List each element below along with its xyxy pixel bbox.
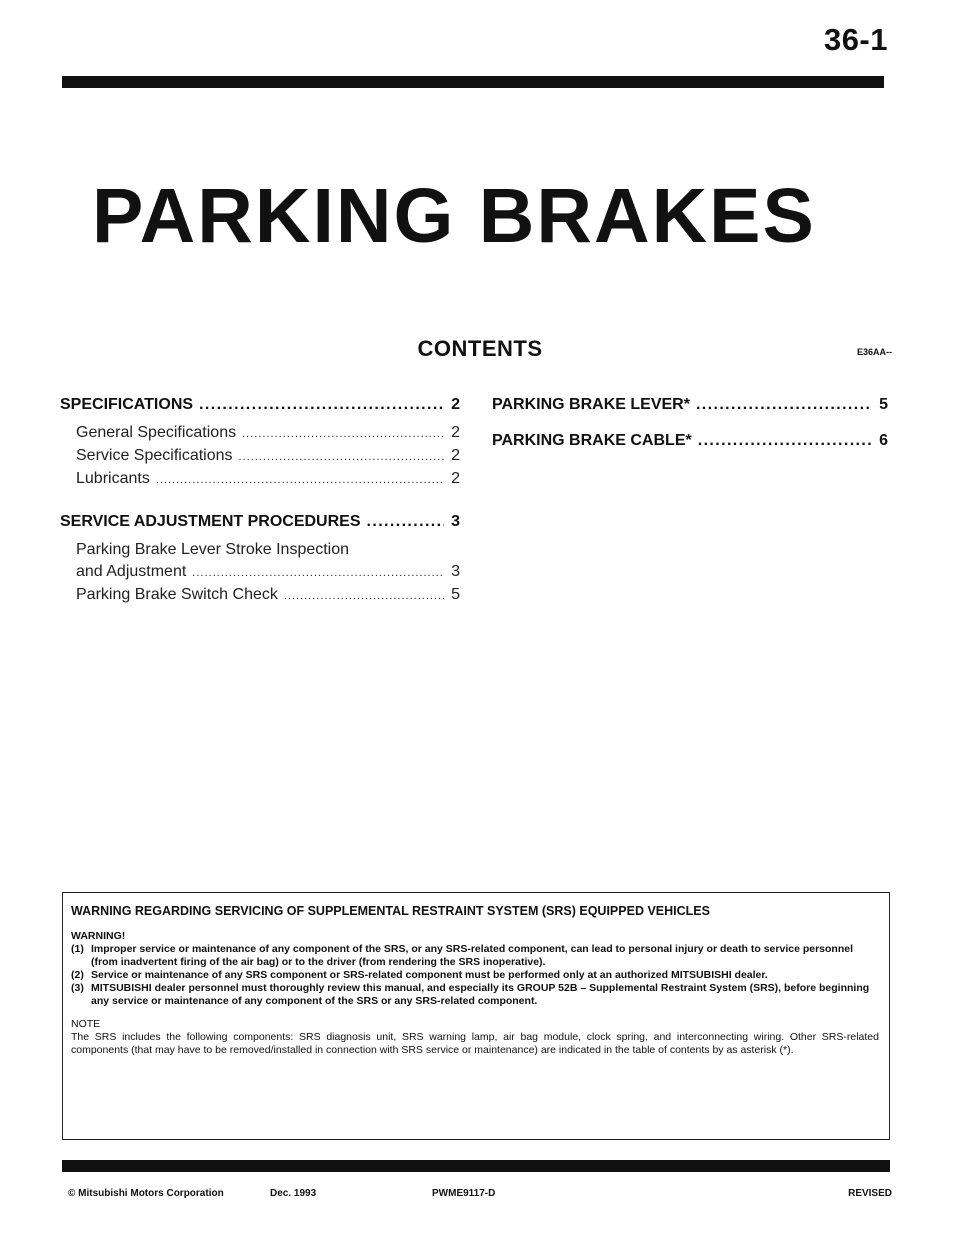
toc-entry-label: General Specifications	[76, 424, 237, 441]
toc-entry-label: SERVICE ADJUSTMENT PROCEDURES	[60, 513, 361, 530]
toc-entry-brake-cable[interactable]	[492, 430, 888, 452]
note-label: NOTE	[71, 1018, 101, 1030]
toc-entry-label: Service Specifications	[76, 447, 233, 464]
toc-entry-label: Parking Brake Switch Check	[76, 586, 278, 603]
leader-dots	[199, 394, 444, 416]
warning-heading: WARNING REGARDING SERVICING OF SUPPLEMENTAL RESTRAINT SYSTEM (SRS) EQUIPPED VEHICLES	[71, 904, 710, 918]
leader-dots	[367, 511, 445, 533]
toc-entry-lubricants[interactable]	[60, 468, 460, 491]
toc-entry-service-adjustment[interactable]	[60, 511, 460, 533]
bottom-rule	[62, 1160, 890, 1172]
toc-entry-page: 5	[879, 396, 888, 413]
document-code: E36AA--	[856, 347, 892, 357]
warning-item-text: Service or maintenance of any SRS component or SRS-related component must be performed only at an authorized MITSUBISHI dealer.	[91, 969, 768, 981]
toc-entry-switch-check[interactable]	[60, 584, 460, 607]
warning-item-number: (1)	[71, 943, 84, 955]
warning-item	[71, 969, 879, 982]
toc-entry-page: 2	[451, 447, 460, 464]
toc-entry-label: Lubricants	[76, 470, 150, 487]
toc-entry-label: PARKING BRAKE LEVER*	[492, 396, 690, 413]
warning-item	[71, 982, 879, 1008]
warning-item-text: MITSUBISHI dealer personnel must thoroughly review this manual, and especially its GROUP 52B – Supplemental Restraint System (SRS), before beginning any service or maintenance of any component of the SRS or any SRS-related component.	[91, 982, 870, 1007]
toc-entry-page: 5	[451, 586, 460, 603]
leader-dots	[156, 469, 444, 491]
toc-entry-page: 2	[451, 424, 460, 441]
toc-entry-page: 2	[451, 470, 460, 487]
footer-date: Dec. 1993	[270, 1188, 317, 1199]
toc-entry-general-specifications[interactable]	[60, 422, 460, 445]
warning-label: WARNING!	[71, 930, 126, 942]
leader-dots	[284, 585, 444, 607]
toc-entry-service-specifications[interactable]	[60, 445, 460, 468]
toc-entry-page: 6	[879, 432, 888, 449]
toc-entry-specifications[interactable]	[60, 394, 460, 416]
toc-entry-brake-lever[interactable]	[492, 394, 888, 416]
toc-entry-label: SPECIFICATIONS	[60, 396, 194, 413]
toc-entry-label-cont: and Adjustment	[76, 563, 187, 580]
top-rule	[62, 76, 884, 88]
warning-item-text: Improper service or maintenance of any component of the SRS, or any SRS-related component, can lead to personal injury or death to service personnel (from inadvertent firing of the air bag) or to the driver (from rendering the SRS inoperative).	[91, 943, 854, 968]
warning-item	[71, 943, 879, 969]
warning-item-number: (2)	[71, 969, 84, 981]
footer-copyright: © Mitsubishi Motors Corporation	[68, 1188, 224, 1199]
page-number: 36-1	[823, 22, 888, 57]
srs-warning-box	[62, 892, 890, 1140]
toc-right-column	[492, 394, 888, 452]
footer-publication-code: PWME9117-D	[432, 1188, 496, 1199]
leader-dots	[239, 446, 444, 468]
toc-entry-label: Parking Brake Lever Stroke Inspection	[76, 541, 350, 558]
toc-entry-label: PARKING BRAKE CABLE*	[492, 432, 692, 449]
leader-dots	[696, 394, 872, 416]
toc-entry-page: 2	[451, 396, 460, 413]
warning-item-number: (3)	[71, 982, 84, 994]
toc-entry-page: 3	[451, 513, 460, 530]
toc-left-column	[60, 394, 460, 607]
leader-dots	[698, 430, 872, 452]
leader-dots	[192, 562, 444, 584]
leader-dots	[242, 423, 444, 445]
footer-status: REVISED	[848, 1188, 892, 1199]
note-text: The SRS includes the following components: SRS diagnosis unit, SRS warning lamp, air bag module, clock spring, and interconnecting wiring. Other SRS-related components (that may have to be removed/installed in connection with SRS service or maintenance) are indicated in the table of contents by as asterisk (*).	[71, 1031, 879, 1056]
toc-entry-page: 3	[451, 563, 460, 580]
contents-heading: CONTENTS	[417, 336, 543, 361]
toc-entry-lever-stroke[interactable]	[60, 539, 460, 584]
page-title: PARKING BRAKES	[92, 173, 816, 259]
